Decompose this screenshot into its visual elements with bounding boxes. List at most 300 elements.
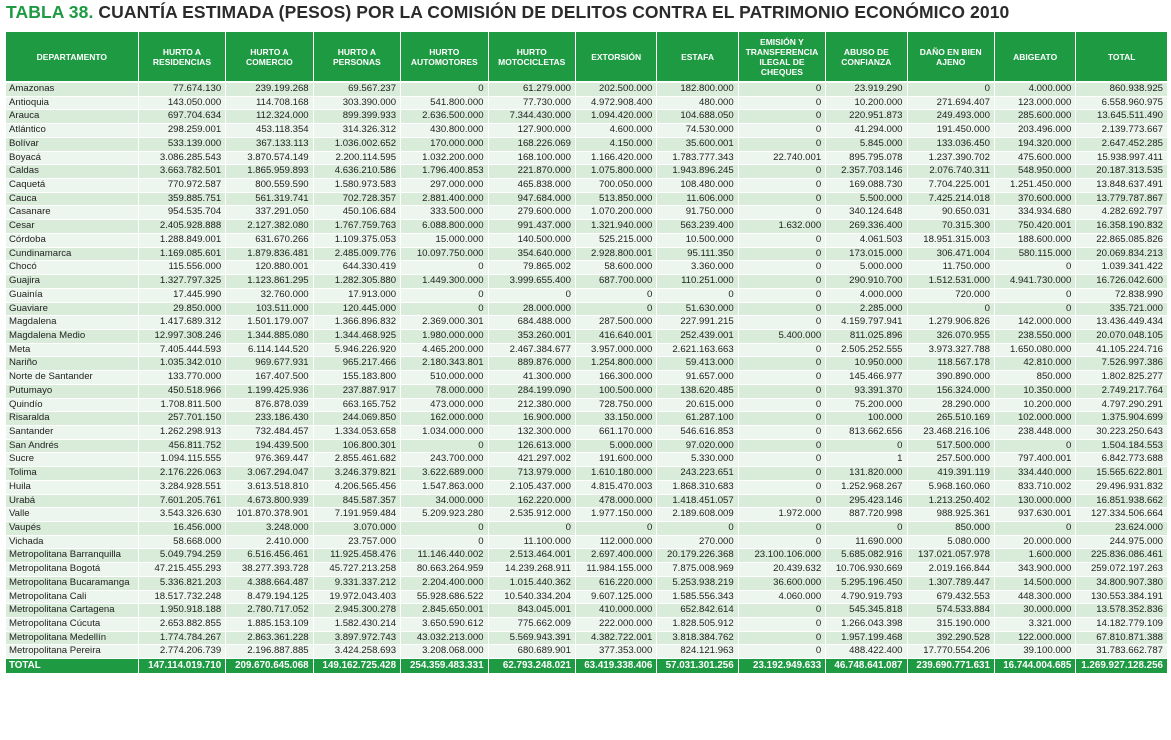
value-cell: 191.450.000 <box>907 124 994 138</box>
value-cell: 702.728.357 <box>313 192 400 206</box>
value-cell: 988.925.361 <box>907 508 994 522</box>
value-cell: 2.505.252.555 <box>826 343 907 357</box>
table-row <box>6 535 1168 549</box>
value-cell: 162.000.000 <box>401 412 488 426</box>
department-cell: Vaupés <box>6 522 138 536</box>
value-cell: 1.865.959.893 <box>226 165 313 179</box>
value-cell: 11.925.458.476 <box>313 549 400 563</box>
value-cell: 3.208.068.000 <box>401 645 488 659</box>
value-cell: 11.146.440.002 <box>401 549 488 563</box>
value-cell: 0 <box>738 398 825 412</box>
value-cell: 2.410.000 <box>226 535 313 549</box>
value-cell: 1.504.184.553 <box>1076 439 1168 453</box>
value-cell: 1.334.053.658 <box>313 425 400 439</box>
value-cell: 1.321.940.000 <box>575 220 656 234</box>
value-cell: 1.366.896.832 <box>313 316 400 330</box>
value-cell: 0 <box>657 522 738 536</box>
value-cell: 5.569.943.391 <box>488 631 575 645</box>
value-cell: 47.215.455.293 <box>138 563 225 577</box>
table-row <box>6 357 1168 371</box>
value-cell: 7.191.959.484 <box>313 508 400 522</box>
value-cell: 510.000.000 <box>401 371 488 385</box>
total-cell: 57.031.301.256 <box>657 659 738 674</box>
column-header: HURTO A RESIDENCIAS <box>138 32 225 82</box>
total-cell: 149.162.725.428 <box>313 659 400 674</box>
value-cell: 850.000 <box>994 371 1075 385</box>
table-row <box>6 563 1168 577</box>
value-cell: 10.097.750.000 <box>401 247 488 261</box>
value-cell: 0 <box>738 192 825 206</box>
value-cell: 0 <box>738 275 825 289</box>
value-cell: 9.331.337.212 <box>313 576 400 590</box>
value-cell: 370.600.000 <box>994 192 1075 206</box>
value-cell: 541.800.000 <box>401 96 488 110</box>
column-header: EMISIÓN Y TRANSFERENCIA ILEGAL DE CHEQUES <box>738 32 825 82</box>
value-cell: 38.277.393.728 <box>226 563 313 577</box>
value-cell: 7.526.997.386 <box>1076 357 1168 371</box>
value-cell: 243.700.000 <box>401 453 488 467</box>
value-cell: 4.206.565.456 <box>313 480 400 494</box>
value-cell: 4.600.000 <box>575 124 656 138</box>
table-row <box>6 165 1168 179</box>
value-cell: 860.938.925 <box>1076 82 1168 96</box>
value-cell: 2.369.000.301 <box>401 316 488 330</box>
value-cell: 188.600.000 <box>994 233 1075 247</box>
value-cell: 2.863.361.228 <box>226 631 313 645</box>
total-cell: 16.744.004.685 <box>994 659 1075 674</box>
department-cell: Córdoba <box>6 233 138 247</box>
value-cell: 298.259.001 <box>138 124 225 138</box>
value-cell: 797.400.001 <box>994 453 1075 467</box>
value-cell: 5.845.000 <box>826 137 907 151</box>
value-cell: 7.405.444.593 <box>138 343 225 357</box>
value-cell: 15.000.000 <box>401 233 488 247</box>
value-cell: 169.088.730 <box>826 179 907 193</box>
total-cell: 147.114.019.710 <box>138 659 225 674</box>
value-cell: 4.061.503 <box>826 233 907 247</box>
value-cell: 2.285.000 <box>826 302 907 316</box>
value-cell: 0 <box>738 96 825 110</box>
value-cell: 367.133.113 <box>226 137 313 151</box>
column-header: HURTO MOTOCICLETAS <box>488 32 575 82</box>
value-cell: 1.885.153.109 <box>226 618 313 632</box>
value-cell: 79.865.002 <box>488 261 575 275</box>
value-cell: 0 <box>738 233 825 247</box>
value-cell: 0 <box>738 480 825 494</box>
value-cell: 7.601.205.761 <box>138 494 225 508</box>
value-cell: 4.797.290.291 <box>1076 398 1168 412</box>
total-cell: 209.670.645.068 <box>226 659 313 674</box>
value-cell: 170.000.000 <box>401 137 488 151</box>
value-cell: 23.468.216.106 <box>907 425 994 439</box>
table-row <box>6 508 1168 522</box>
value-cell: 0 <box>738 522 825 536</box>
value-cell: 1.868.310.683 <box>657 480 738 494</box>
value-cell: 244.069.850 <box>313 412 400 426</box>
value-cell: 55.928.686.522 <box>401 590 488 604</box>
value-cell: 513.850.000 <box>575 192 656 206</box>
value-cell: 4.159.797.941 <box>826 316 907 330</box>
value-cell: 39.100.000 <box>994 645 1075 659</box>
value-cell: 0 <box>401 535 488 549</box>
value-cell: 238.550.000 <box>994 329 1075 343</box>
value-cell: 0 <box>657 288 738 302</box>
value-cell: 95.111.350 <box>657 247 738 261</box>
department-cell: Guajira <box>6 275 138 289</box>
department-cell: Caldas <box>6 165 138 179</box>
table-row <box>6 220 1168 234</box>
column-header: HURTO A COMERCIO <box>226 32 313 82</box>
value-cell: 2.405.928.888 <box>138 220 225 234</box>
value-cell: 20.070.048.105 <box>1076 329 1168 343</box>
value-cell: 1.166.420.000 <box>575 151 656 165</box>
value-cell: 2.928.800.001 <box>575 247 656 261</box>
value-cell: 122.000.000 <box>994 631 1075 645</box>
column-header: EXTORSIÓN <box>575 32 656 82</box>
value-cell: 3.999.655.400 <box>488 275 575 289</box>
value-cell: 354.640.000 <box>488 247 575 261</box>
value-cell: 1.950.918.188 <box>138 604 225 618</box>
value-cell: 91.750.000 <box>657 206 738 220</box>
table-row <box>6 288 1168 302</box>
value-cell: 1.449.300.000 <box>401 275 488 289</box>
value-cell: 824.121.963 <box>657 645 738 659</box>
value-cell: 127.900.000 <box>488 124 575 138</box>
department-cell: Cundinamarca <box>6 247 138 261</box>
department-cell: Huila <box>6 480 138 494</box>
value-cell: 0 <box>401 288 488 302</box>
value-cell: 453.118.354 <box>226 124 313 138</box>
value-cell: 243.223.651 <box>657 467 738 481</box>
value-cell: 1.282.305.880 <box>313 275 400 289</box>
value-cell: 9.607.125.000 <box>575 590 656 604</box>
value-cell: 10.350.000 <box>994 384 1075 398</box>
value-cell: 0 <box>738 165 825 179</box>
value-cell: 0 <box>738 618 825 632</box>
value-cell: 2.467.384.677 <box>488 343 575 357</box>
value-cell: 850.000 <box>907 522 994 536</box>
value-cell: 3.613.518.810 <box>226 480 313 494</box>
value-cell: 473.000.000 <box>401 398 488 412</box>
value-cell: 2.636.500.000 <box>401 110 488 124</box>
total-cell: 62.793.248.021 <box>488 659 575 674</box>
value-cell: 0 <box>738 384 825 398</box>
value-cell: 811.025.896 <box>826 329 907 343</box>
value-cell: 1.344.885.080 <box>226 329 313 343</box>
value-cell: 2.176.226.063 <box>138 467 225 481</box>
value-cell: 271.694.407 <box>907 96 994 110</box>
value-cell: 11.100.000 <box>488 535 575 549</box>
value-cell: 11.606.000 <box>657 192 738 206</box>
value-cell: 750.420.001 <box>994 220 1075 234</box>
value-cell: 20.187.313.535 <box>1076 165 1168 179</box>
value-cell: 22.865.085.826 <box>1076 233 1168 247</box>
value-cell: 800.559.590 <box>226 179 313 193</box>
value-cell: 42.810.000 <box>994 357 1075 371</box>
value-cell: 3.650.590.612 <box>401 618 488 632</box>
value-cell: 775.662.009 <box>488 618 575 632</box>
value-cell: 3.246.379.821 <box>313 467 400 481</box>
value-cell: 0 <box>738 357 825 371</box>
value-cell: 173.015.000 <box>826 247 907 261</box>
value-cell: 22.740.001 <box>738 151 825 165</box>
value-cell: 0 <box>401 302 488 316</box>
value-cell: 14.500.000 <box>994 576 1075 590</box>
value-cell: 15.938.997.411 <box>1076 151 1168 165</box>
value-cell: 1.094.420.000 <box>575 110 656 124</box>
value-cell: 0 <box>994 522 1075 536</box>
value-cell: 2.200.114.595 <box>313 151 400 165</box>
value-cell: 203.496.000 <box>994 124 1075 138</box>
column-header: HURTO A PERSONAS <box>313 32 400 82</box>
table-row <box>6 151 1168 165</box>
value-cell: 616.220.000 <box>575 576 656 590</box>
value-cell: 1.582.430.214 <box>313 618 400 632</box>
value-cell: 140.500.000 <box>488 233 575 247</box>
table-row <box>6 96 1168 110</box>
value-cell: 6.516.456.461 <box>226 549 313 563</box>
table-row <box>6 425 1168 439</box>
table-row <box>6 124 1168 138</box>
value-cell: 359.885.751 <box>138 192 225 206</box>
value-cell: 0 <box>738 494 825 508</box>
value-cell: 1.879.836.481 <box>226 247 313 261</box>
value-cell: 4.673.800.939 <box>226 494 313 508</box>
value-cell: 0 <box>826 439 907 453</box>
value-cell: 72.838.990 <box>1076 288 1168 302</box>
value-cell: 78.000.000 <box>401 384 488 398</box>
value-cell: 6.842.773.688 <box>1076 453 1168 467</box>
value-cell: 284.199.090 <box>488 384 575 398</box>
value-cell: 108.480.000 <box>657 179 738 193</box>
value-cell: 0 <box>401 439 488 453</box>
table-row <box>6 453 1168 467</box>
value-cell: 2.845.650.001 <box>401 604 488 618</box>
value-cell: 0 <box>488 522 575 536</box>
value-cell: 833.710.002 <box>994 480 1075 494</box>
value-cell: 23.624.000 <box>1076 522 1168 536</box>
value-cell: 843.045.001 <box>488 604 575 618</box>
value-cell: 297.000.000 <box>401 179 488 193</box>
value-cell: 5.336.821.203 <box>138 576 225 590</box>
value-cell: 23.919.290 <box>826 82 907 96</box>
department-cell: Metropolitana Bucaramanga <box>6 576 138 590</box>
value-cell: 1.650.080.000 <box>994 343 1075 357</box>
value-cell: 0 <box>575 522 656 536</box>
value-cell: 59.413.000 <box>657 357 738 371</box>
value-cell: 259.072.197.263 <box>1076 563 1168 577</box>
value-cell: 4.815.470.003 <box>575 480 656 494</box>
value-cell: 238.448.000 <box>994 425 1075 439</box>
department-cell: Bolívar <box>6 137 138 151</box>
value-cell: 525.215.000 <box>575 233 656 247</box>
value-cell: 1.279.906.826 <box>907 316 994 330</box>
value-cell: 257.500.000 <box>907 453 994 467</box>
table-row <box>6 439 1168 453</box>
value-cell: 257.701.150 <box>138 412 225 426</box>
value-cell: 1.288.849.001 <box>138 233 225 247</box>
table-row <box>6 412 1168 426</box>
value-cell: 1.109.375.053 <box>313 233 400 247</box>
value-cell: 1.417.689.312 <box>138 316 225 330</box>
value-cell: 3.321.000 <box>994 618 1075 632</box>
value-cell: 2.855.461.682 <box>313 453 400 467</box>
value-cell: 410.000.000 <box>575 604 656 618</box>
value-cell: 91.657.000 <box>657 371 738 385</box>
table-row <box>6 467 1168 481</box>
value-cell: 0 <box>738 439 825 453</box>
value-cell: 2.076.740.311 <box>907 165 994 179</box>
value-cell: 32.760.000 <box>226 288 313 302</box>
value-cell: 130.000.000 <box>994 494 1075 508</box>
value-cell: 3.663.782.501 <box>138 165 225 179</box>
value-cell: 1.418.451.057 <box>657 494 738 508</box>
value-cell: 270.000 <box>657 535 738 549</box>
value-cell: 112.000.000 <box>575 535 656 549</box>
value-cell: 16.358.190.832 <box>1076 220 1168 234</box>
value-cell: 326.070.955 <box>907 329 994 343</box>
department-cell: Vichada <box>6 535 138 549</box>
value-cell: 480.000 <box>657 96 738 110</box>
value-cell: 67.810.871.388 <box>1076 631 1168 645</box>
value-cell: 5.400.000 <box>738 329 825 343</box>
page-title <box>6 2 1009 23</box>
value-cell: 133.770.000 <box>138 371 225 385</box>
value-cell: 416.640.001 <box>575 329 656 343</box>
value-cell: 947.684.000 <box>488 192 575 206</box>
value-cell: 517.500.000 <box>907 439 994 453</box>
value-cell: 20.069.834.213 <box>1076 247 1168 261</box>
value-cell: 168.226.069 <box>488 137 575 151</box>
value-cell: 684.488.000 <box>488 316 575 330</box>
value-cell: 343.900.000 <box>994 563 1075 577</box>
table-row <box>6 590 1168 604</box>
value-cell: 7.425.214.018 <box>907 192 994 206</box>
department-cell: Chocó <box>6 261 138 275</box>
department-cell: Metropolitana Cúcuta <box>6 618 138 632</box>
department-cell: Magdalena Medio <box>6 329 138 343</box>
value-cell: 7.344.430.000 <box>488 110 575 124</box>
value-cell: 1.327.797.325 <box>138 275 225 289</box>
value-cell: 1.034.000.000 <box>401 425 488 439</box>
department-cell: Metropolitana Medellín <box>6 631 138 645</box>
value-cell: 475.600.000 <box>994 151 1075 165</box>
value-cell: 390.890.000 <box>907 371 994 385</box>
department-cell: San Andrés <box>6 439 138 453</box>
value-cell: 0 <box>575 288 656 302</box>
value-cell: 23.757.000 <box>313 535 400 549</box>
table-row <box>6 645 1168 659</box>
value-cell: 0 <box>738 124 825 138</box>
table-row <box>6 233 1168 247</box>
value-cell: 11.690.000 <box>826 535 907 549</box>
value-cell: 23.100.106.000 <box>738 549 825 563</box>
value-cell: 3.870.574.149 <box>226 151 313 165</box>
value-cell: 13.779.787.867 <box>1076 192 1168 206</box>
value-cell: 1.977.150.000 <box>575 508 656 522</box>
value-cell: 30.223.250.643 <box>1076 425 1168 439</box>
column-header: TOTAL <box>1076 32 1168 82</box>
table-row <box>6 82 1168 96</box>
value-cell: 41.300.000 <box>488 371 575 385</box>
value-cell: 0 <box>738 82 825 96</box>
value-cell: 0 <box>738 247 825 261</box>
total-row <box>6 659 1168 674</box>
value-cell: 118.567.178 <box>907 357 994 371</box>
department-cell: Meta <box>6 343 138 357</box>
value-cell: 1.070.200.000 <box>575 206 656 220</box>
department-cell: Cauca <box>6 192 138 206</box>
department-cell: Boyacá <box>6 151 138 165</box>
table-row <box>6 261 1168 275</box>
value-cell: 1.512.531.000 <box>907 275 994 289</box>
value-cell: 222.000.000 <box>575 618 656 632</box>
department-cell: Atlántico <box>6 124 138 138</box>
value-cell: 770.972.587 <box>138 179 225 193</box>
value-cell: 102.000.000 <box>994 412 1075 426</box>
value-cell: 1.035.342.010 <box>138 357 225 371</box>
value-cell: 11.984.155.000 <box>575 563 656 577</box>
value-cell: 333.500.000 <box>401 206 488 220</box>
department-cell: Nariño <box>6 357 138 371</box>
value-cell: 8.479.194.125 <box>226 590 313 604</box>
value-cell: 661.170.000 <box>575 425 656 439</box>
value-cell: 1.213.250.402 <box>907 494 994 508</box>
value-cell: 813.662.656 <box>826 425 907 439</box>
value-cell: 19.972.043.403 <box>313 590 400 604</box>
value-cell: 11.750.000 <box>907 261 994 275</box>
value-cell: 126.613.000 <box>488 439 575 453</box>
value-cell: 5.946.226.920 <box>313 343 400 357</box>
value-cell: 548.950.000 <box>994 165 1075 179</box>
value-cell: 51.630.000 <box>657 302 738 316</box>
value-cell: 889.876.000 <box>488 357 575 371</box>
value-cell: 0 <box>994 439 1075 453</box>
value-cell: 61.279.000 <box>488 82 575 96</box>
table-row <box>6 137 1168 151</box>
value-cell: 303.390.000 <box>313 96 400 110</box>
value-cell: 43.032.213.000 <box>401 631 488 645</box>
value-cell: 33.150.000 <box>575 412 656 426</box>
value-cell: 138.620.485 <box>657 384 738 398</box>
value-cell: 191.600.000 <box>575 453 656 467</box>
value-cell: 1.094.115.555 <box>138 453 225 467</box>
total-cell: 254.359.483.331 <box>401 659 488 674</box>
value-cell: 115.556.000 <box>138 261 225 275</box>
department-cell: Arauca <box>6 110 138 124</box>
value-cell: 1.075.800.000 <box>575 165 656 179</box>
value-cell: 100.000 <box>826 412 907 426</box>
value-cell: 954.535.704 <box>138 206 225 220</box>
department-cell: Guaviare <box>6 302 138 316</box>
table-row <box>6 631 1168 645</box>
value-cell: 2.945.300.278 <box>313 604 400 618</box>
value-cell: 421.297.002 <box>488 453 575 467</box>
value-cell: 1.708.811.500 <box>138 398 225 412</box>
value-cell: 4.972.908.400 <box>575 96 656 110</box>
department-cell: Norte de Santander <box>6 371 138 385</box>
value-cell: 132.300.000 <box>488 425 575 439</box>
value-cell: 182.800.000 <box>657 82 738 96</box>
value-cell: 239.199.268 <box>226 82 313 96</box>
table-body <box>6 82 1168 659</box>
value-cell: 545.345.818 <box>826 604 907 618</box>
table-row <box>6 398 1168 412</box>
value-cell: 1.501.179.007 <box>226 316 313 330</box>
value-cell: 887.720.998 <box>826 508 907 522</box>
department-cell: Metropolitana Bogotá <box>6 563 138 577</box>
value-cell: 285.600.000 <box>994 110 1075 124</box>
